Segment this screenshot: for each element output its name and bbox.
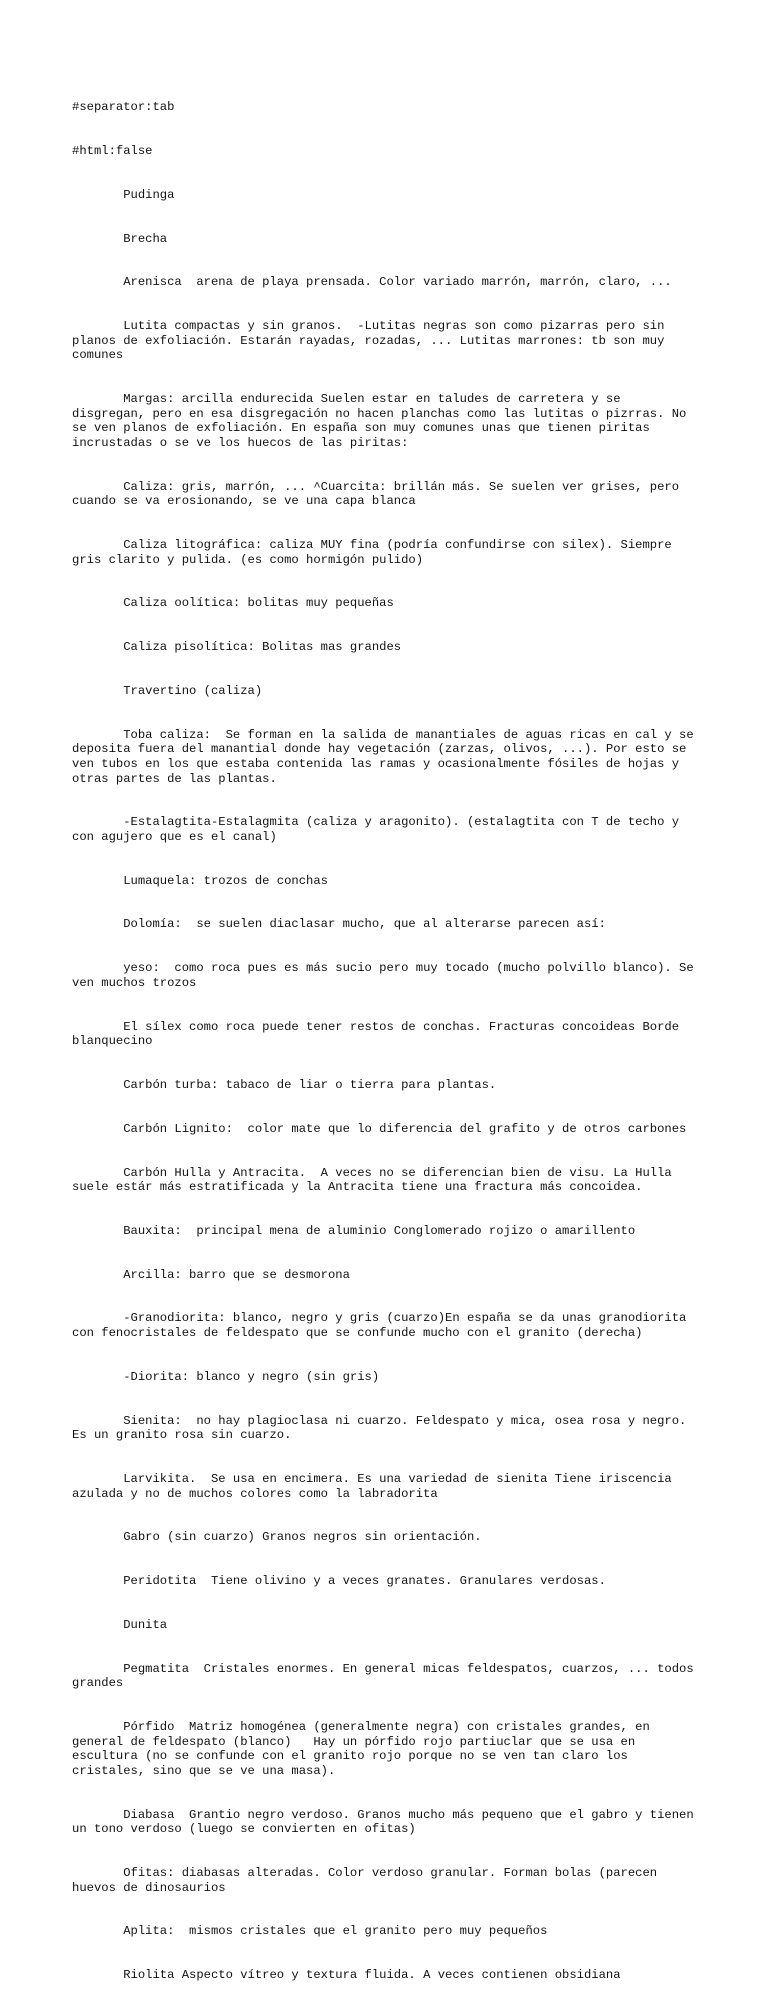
text-line: -Diorita: blanco y negro (sin gris) [123,1369,380,1384]
text-line: Arcilla: barro que se desmorona [123,1267,350,1282]
document-text [72,71,700,1997]
text-line: #separator:tab [72,100,175,115]
text-line: Caliza: gris, marrón, ... ^Cuarcita: brillán más. Se suelen ver grises, pero cuando se va erosionando, se ve una capa blanca [72,479,687,509]
text-line: Diabasa Grantio negro verdoso. Granos mucho más pequeno que el gabro y tienen un tono verdoso (luego se convierten en ofitas) [72,1807,701,1837]
text-line: Margas: arcilla endurecida Suelen estar en taludes de carretera y se disgregan, pero en esa disgregación no hacen planchas como las lutitas o pizrras. No se ven planos de exfoliación. En españa son muy comunes unas que tienen piritas incrustadas o se ve los huecos de las piritas: [72,392,694,450]
text-line: Caliza pisolítica: Bolitas mas grandes [123,640,402,655]
text-line: Pegmatita Cristales enormes. En general micas feldespatos, cuarzos, ... todos grandes [72,1661,701,1691]
text-line: Carbón Hulla y Antracita. A veces no se diferencian bien de visu. La Hulla suele estár más estratificada y la Antracita tiene una fractura más concoidea. [72,1165,680,1195]
text-line: El sílex como roca puede tener restos de conchas. Fracturas concoideas Borde blanquecino [72,1019,687,1049]
text-line: Arenisca arena de playa prensada. Color variado marrón, marrón, claro, ... [123,275,672,290]
text-line: -Estalagtita-Estalagmita (caliza y aragonito). (estalagtita con T de techo y con agujero que es el canal) [72,815,687,844]
text-line: Toba caliza: Se forman en la salida de manantiales de aguas ricas en cal y se deposita fuera del manantial donde hay vegetación (zarzas, olivos, ...). Por esto se ven tubos en los que estaba contenida las ramas y ocasionalmente fósiles de hojas y otras partes de las plantas. [72,727,701,786]
text-line: Dolomía: se suelen diaclasar mucho, que al alterarse parecen así: [123,917,606,932]
text-line: Riolita Aspecto vítreo y textura fluida. A veces contienen obsidiana [123,1968,621,1983]
text-line: Brecha [123,231,168,246]
text-line: Caliza oolítica: bolitas muy pequeñas [123,596,394,611]
text-line: Lutita compactas y sin granos. -Lutitas negras son como pizarras pero sin planos de exfoliación. Estarán rayadas, rozadas, ... Lutitas marrones: tb son muy comunes [72,319,672,363]
text-line: Gabro (sin cuarzo) Granos negros sin orientación. [123,1530,482,1545]
text-line: Pudinga [123,187,175,202]
text-line: Aplita: mismos cristales que el granito pero muy pequeños [123,1924,548,1939]
text-line: -Granodiorita: blanco, negro y gris (cuarzo)En españa se da unas granodiorita con fenocristales de feldespato que se confunde mucho con el granito (derecha) [72,1311,694,1341]
text-line: Bauxita: principal mena de aluminio Conglomerado rojizo o amarillento [123,1223,636,1238]
text-line: Ofitas: diabasas alteradas. Color verdoso granular. Forman bolas (parecen huevos de dinosaurios [72,1866,665,1895]
text-line: Larvikita. Se usa en encimera. Es una variedad de sienita Tiene iriscencia azulada y no de muchos colores como la labradorita [72,1472,680,1501]
text-line: Carbón Lignito: color mate que lo diferencia del grafito y de otros carbones [123,1121,687,1136]
text-line: Dunita [123,1617,168,1632]
text-line: Sienita: no hay plagioclasa ni cuarzo. Feldespato y mica, osea rosa y negro. Es un granito rosa sin cuarzo. [72,1413,694,1443]
text-line: yeso: como roca pues es más sucio pero muy tocado (mucho polvillo blanco). Se ven muchos trozos [72,961,701,990]
text-line: Lumaquela: trozos de conchas [123,873,328,888]
text-line: #html:false [72,143,153,158]
text-line: Caliza litográfica: caliza MUY fina (podría confundirse con silex). Siempre gris clarito y pulida. (es como hormigón pulido) [72,538,680,567]
text-line: Pórfido Matriz homogénea (generalmente negra) con cristales grandes, en general de feldespato (blanco) Hay un pórfido rojo partiuclar que se usa en escultura (no se confunde con el granito rojo porque no se ven tan claro los cristales, sino que se ve una masa). [72,1720,658,1778]
text-line: Peridotita Tiene olivino y a veces granates. Granulares verdosas. [123,1574,606,1589]
text-line: Travertino (caliza) [123,683,263,698]
text-line: Carbón turba: tabaco de liar o tierra para plantas. [123,1077,497,1092]
